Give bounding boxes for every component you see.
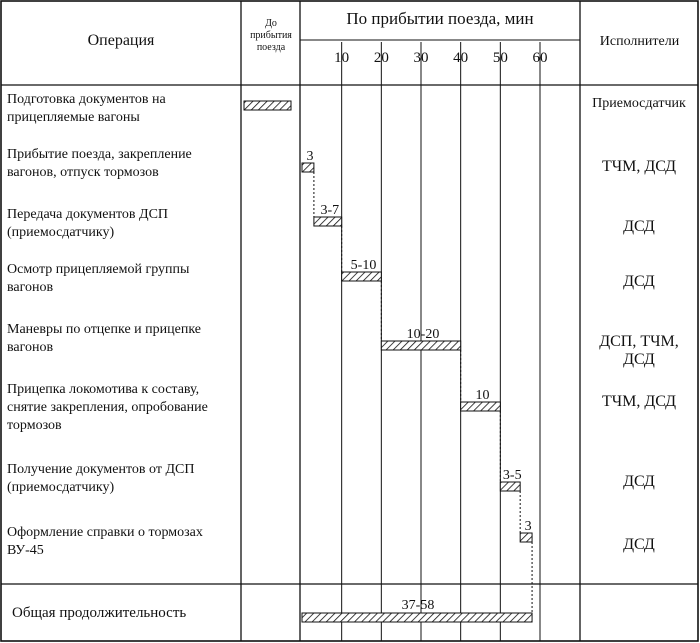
header-before-arrival: До прибытия поезда	[250, 18, 292, 53]
header-performers: Исполнители	[599, 34, 680, 49]
tick-label-10: 10	[334, 50, 350, 66]
performer-label: ДСД	[623, 473, 655, 490]
performer-label: ДСД	[623, 273, 655, 290]
performer-label: ТЧМ, ДСД	[601, 158, 677, 175]
tick-label-50: 50	[492, 50, 508, 66]
bar-7	[520, 533, 532, 542]
operation-name: Подготовка документов на прицепляемые вагоны	[7, 92, 166, 125]
header-operation: Операция	[87, 32, 155, 49]
bar-6	[500, 482, 520, 491]
operation-name: Получение документов от ДСП (приемосдатчику)	[7, 462, 195, 495]
bar-duration-label: 10-20	[406, 327, 440, 342]
bar-duration-label: 3	[306, 149, 314, 164]
bar-duration-label: 3-5	[502, 468, 522, 483]
operation-name: Оформление справки о тормозах ВУ-45	[7, 525, 203, 558]
operation-name: Маневры по отцепке и прицепке вагонов	[7, 322, 202, 355]
operation-name: Осмотр прицепляемой группы вагонов	[7, 262, 190, 295]
tick-label-60: 60	[532, 50, 548, 66]
bar-1	[302, 163, 314, 172]
operation-name: Передача документов ДСП (приемосдатчику)	[7, 207, 169, 240]
tick-label-40: 40	[453, 50, 469, 66]
bar-3	[342, 272, 382, 281]
tick-label-30: 30	[413, 50, 429, 66]
performer-label: ТЧМ, ДСД	[601, 393, 677, 410]
total-duration-value: 37-58	[401, 598, 435, 613]
bar-2	[314, 217, 342, 226]
bar-total	[302, 613, 532, 622]
bar-5	[461, 402, 501, 411]
operation-name: Прицепка локомотива к составу, снятие закрепления, опробование тормозов	[7, 382, 208, 433]
performer-label: ДСП, ТЧМ, ДСД	[599, 333, 679, 368]
bar-duration-label: 10	[475, 388, 490, 403]
performer-label: ДСД	[623, 536, 655, 553]
performer-label: Приемосдатчик	[592, 96, 686, 111]
bar-duration-label: 5-10	[350, 258, 377, 273]
tick-label-20: 20	[373, 50, 389, 66]
bar-duration-label: 3	[524, 519, 532, 534]
bar-before-arrival	[244, 101, 291, 110]
performer-label: ДСД	[623, 218, 655, 235]
operation-name: Прибытие поезда, закрепление вагонов, отпуск тормозов	[7, 147, 192, 180]
total-duration-label: Общая продолжительность	[12, 605, 187, 621]
bar-4	[381, 341, 460, 350]
header-after-arrival: По прибытии поезда, мин	[346, 9, 534, 28]
bar-duration-label: 3-7	[320, 203, 340, 218]
